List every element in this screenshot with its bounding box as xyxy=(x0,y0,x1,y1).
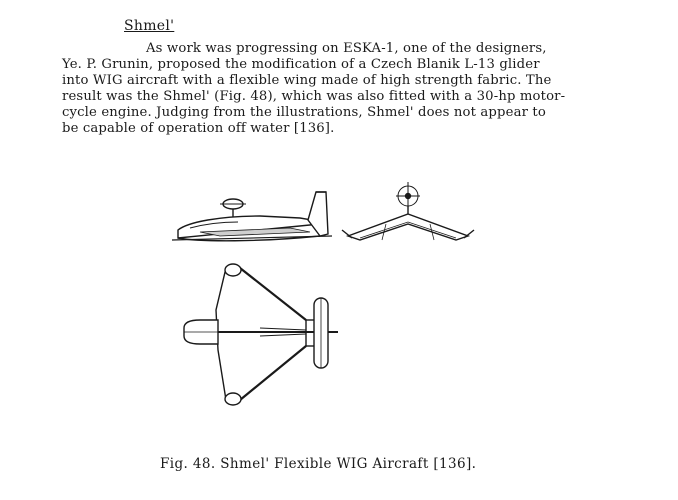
front-view-drawing xyxy=(342,182,474,240)
section-heading: Shmel' xyxy=(124,18,175,34)
aircraft-three-view-figure xyxy=(160,180,490,420)
paragraph-line: cycle engine. Judging from the illustrations, Shmel' does not appear to xyxy=(62,105,546,120)
figure-caption: Fig. 48. Shmel' Flexible WIG Aircraft [136]. xyxy=(160,456,477,472)
paragraph-line: As work was progressing on ESKA-1, one of the designers, xyxy=(146,41,547,56)
side-view-drawing xyxy=(172,192,332,241)
top-view-drawing xyxy=(184,264,338,405)
paragraph-line: result was the Shmel' (Fig. 48), which was also fitted with a 30-hp motor- xyxy=(62,89,566,104)
paragraph-line: Ye. P. Grunin, proposed the modification of a Czech Blanik L-13 glider xyxy=(62,57,540,72)
body-paragraph xyxy=(62,41,622,137)
paragraph-line: be capable of operation off water [136]. xyxy=(62,121,335,136)
paragraph-line: into WIG aircraft with a flexible wing made of high strength fabric. The xyxy=(62,73,552,88)
